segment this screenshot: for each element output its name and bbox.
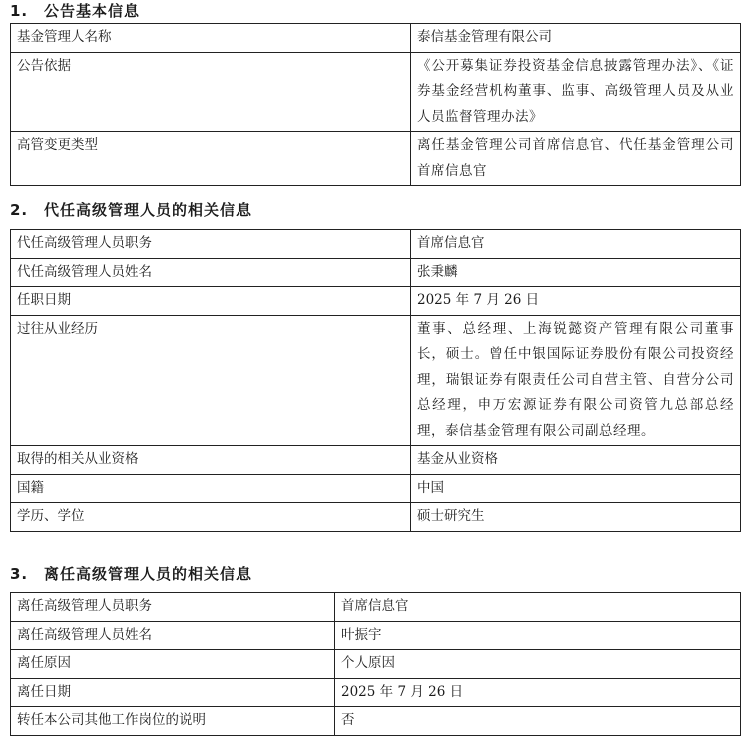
row-value: 基金从业资格 [411,446,741,475]
section-2-title [10,200,252,220]
section-number: 3. [10,565,29,583]
acting-officer-table [10,229,741,532]
row-value: 泰信基金管理有限公司 [411,24,741,53]
section-heading: 公告基本信息 [44,2,141,20]
basic-info-table [10,23,741,186]
row-label: 学历、学位 [11,503,411,532]
row-label: 离任原因 [11,650,335,679]
section-number: 1. [10,2,29,20]
table-row [11,258,741,287]
row-label: 代任高级管理人员姓名 [11,258,411,287]
table-row [11,593,741,622]
table-row [11,315,741,446]
row-value: 2025 年 7 月 26 日 [411,287,741,316]
table-row [11,707,741,736]
row-label: 离任高级管理人员姓名 [11,621,335,650]
row-value: 张秉麟 [411,258,741,287]
row-label: 基金管理人名称 [11,24,411,53]
row-label: 过往从业经历 [11,315,411,446]
table-row [11,650,741,679]
section-3-title [10,564,252,584]
table-row [11,503,741,532]
row-value: 首席信息官 [335,593,741,622]
row-label: 离任日期 [11,678,335,707]
row-label: 公告依据 [11,52,411,132]
table-row [11,474,741,503]
table-row [11,132,741,186]
row-value: 叶振宇 [335,621,741,650]
row-value: 2025 年 7 月 26 日 [335,678,741,707]
row-value: 个人原因 [335,650,741,679]
table-row [11,621,741,650]
table-row [11,230,741,259]
section-heading: 代任高级管理人员的相关信息 [44,201,253,219]
section-heading: 离任高级管理人员的相关信息 [44,565,253,583]
row-label: 代任高级管理人员职务 [11,230,411,259]
section-number: 2. [10,201,29,219]
row-value: 董事、总经理、上海锐懿资产管理有限公司董事长，硕士。曾任中银国际证券股份有限公司投资经理，瑞银证券有限责任公司自营主管、自营分公司总经理，申万宏源证券有限公司资管九总部总经理，泰信基金管理有限公司副总经理。 [411,315,741,446]
section-1-title [10,1,140,21]
row-label: 取得的相关从业资格 [11,446,411,475]
row-value: 中国 [411,474,741,503]
row-value: 离任基金管理公司首席信息官、代任基金管理公司首席信息官 [411,132,741,186]
table-row [11,24,741,53]
table-row [11,287,741,316]
table-row [11,678,741,707]
row-label: 转任本公司其他工作岗位的说明 [11,707,335,736]
row-value: 否 [335,707,741,736]
table-row [11,52,741,132]
table-row [11,446,741,475]
row-value: 首席信息官 [411,230,741,259]
departing-officer-table [10,592,741,736]
row-label: 国籍 [11,474,411,503]
row-value: 硕士研究生 [411,503,741,532]
row-label: 离任高级管理人员职务 [11,593,335,622]
row-value: 《公开募集证券投资基金信息披露管理办法》、《证券基金经营机构董事、监事、高级管理人员及从业人员监督管理办法》 [411,52,741,132]
row-label: 任职日期 [11,287,411,316]
row-label: 高管变更类型 [11,132,411,186]
